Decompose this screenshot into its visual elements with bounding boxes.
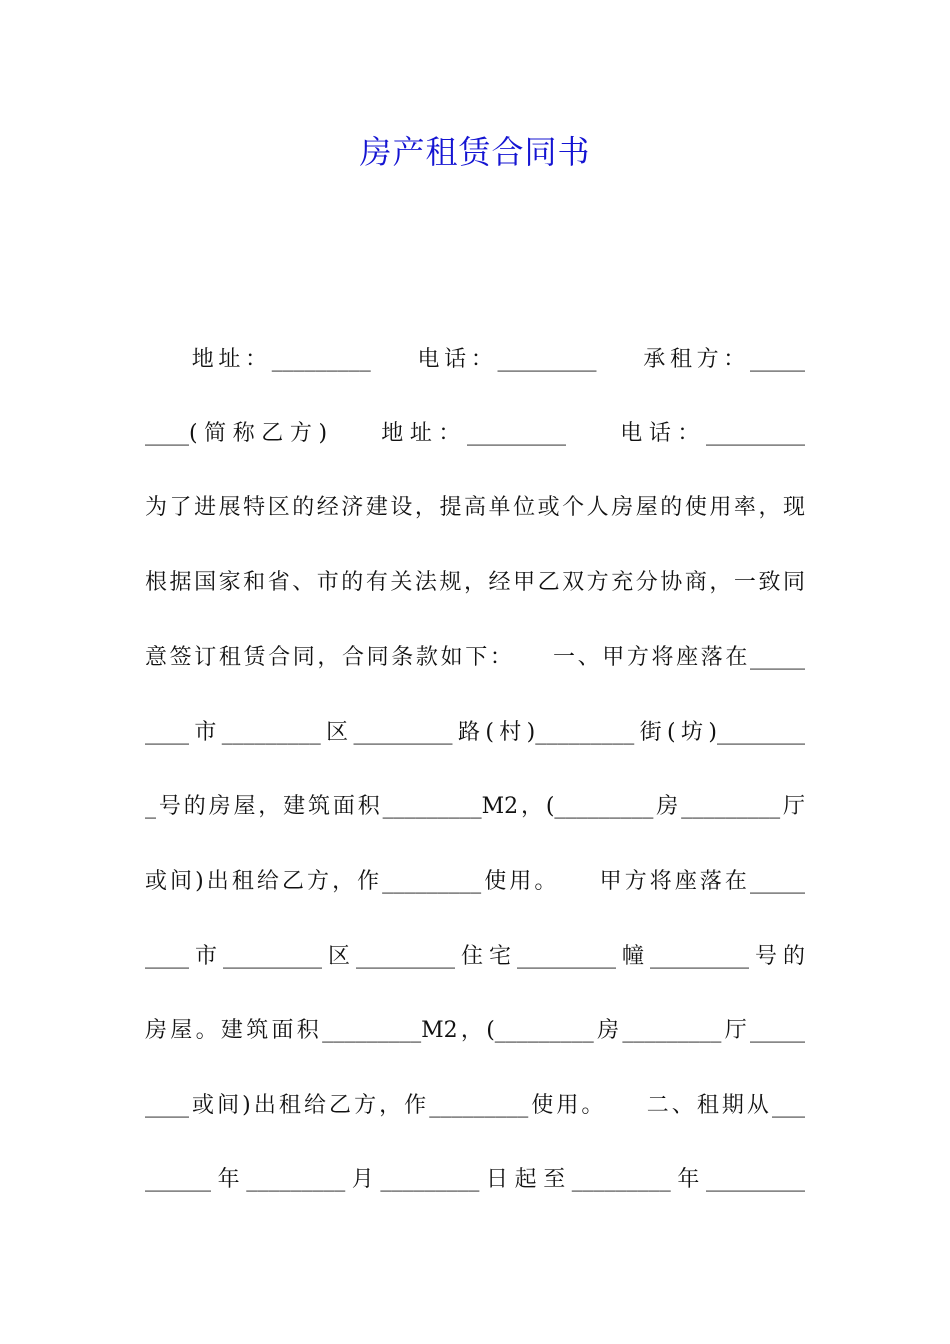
text-line: ____市_________区_________路(村)_________街(坊)________ [145,720,805,745]
document-title: 房产租赁合同书 [359,133,591,171]
text-line: 意签订租赁合同，合同条款如下： 一、甲方将座落在_____ [145,645,805,670]
text-line: ______年_________月_________日起至_________年_________ [145,1167,805,1192]
text-line: ____市_________区_________住宅_________幢_________号的 [145,944,805,969]
text-line: 或间)出租给乙方，作_________使用。 甲方将座落在_____ [145,869,805,894]
text-line: _号的房屋，建筑面积_________M2，(_________房_________厅 [145,794,805,819]
text-line: 为了进展特区的经济建设，提高单位或个人房屋的使用率，现 [145,495,805,520]
text-line: 房屋。建筑面积_________M2，(_________房_________厅_____ [145,1018,805,1043]
text-line: 地址：_________ 电话：_________ 承租方：_____ [145,347,805,372]
text-line: ____或间)出租给乙方，作_________使用。 二、租期从___ [145,1093,805,1118]
text-line: ____(简称乙方) 地址：_________ 电话：_________ [145,421,805,446]
text-line: 根据国家和省、市的有关法规，经甲乙双方充分协商，一致同 [145,570,805,595]
